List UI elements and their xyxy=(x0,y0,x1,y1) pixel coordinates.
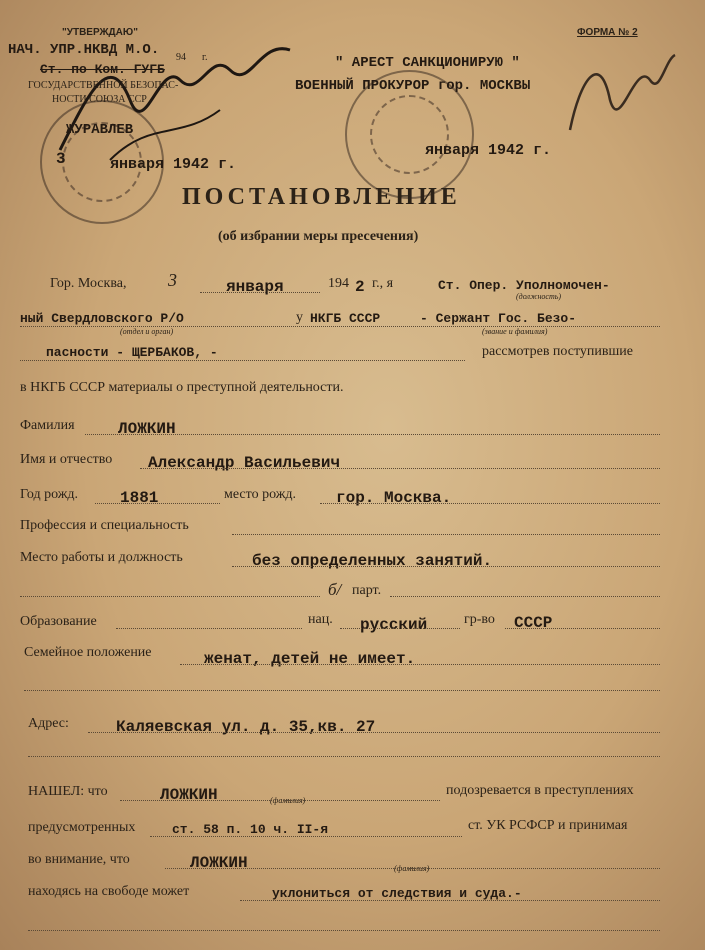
approval-day: 3 xyxy=(56,150,66,168)
form-number: ФОРМА № 2 xyxy=(577,27,638,38)
signature-right xyxy=(560,40,680,150)
birth-year-value: 1881 xyxy=(120,489,159,507)
found-surname: ЛОЖКИН xyxy=(160,786,218,804)
family-label: Семейное положение xyxy=(24,645,152,660)
citizenship-label: гр-во xyxy=(464,612,495,627)
officer-position-cont: ный Свердловского Р/О xyxy=(20,311,184,326)
approval-date: января 1942 г. xyxy=(110,156,237,173)
intro-year-prefix: 194 xyxy=(328,276,349,291)
approve-label: "УТВЕРЖДАЮ" xyxy=(62,27,138,38)
approver-g-mark: г. xyxy=(202,52,208,63)
address-label: Адрес: xyxy=(28,716,69,731)
officer-rank-cont: пасности - ЩЕРБАКОВ, - xyxy=(46,345,218,360)
provided-label: предусмотренных xyxy=(28,820,136,835)
officer-rank: - Сержант Гос. Безо- xyxy=(420,311,577,326)
materials-label: в НКГБ СССР материалы о преступной деятельности. xyxy=(20,380,344,395)
intro-g-ya: г., я xyxy=(372,276,394,291)
intro-year-suffix: 2 xyxy=(355,278,365,296)
surname-label: Фамилия xyxy=(20,418,75,433)
officer-position: Ст. Опер. Уполномочен- xyxy=(438,278,610,293)
approver-org-line2: НОСТИ СОЮЗА ССР xyxy=(52,94,147,105)
birth-year-label: Год рожд. xyxy=(20,487,79,502)
education-label: Образование xyxy=(20,614,97,629)
hint-dept: (отдел и орган) xyxy=(120,327,174,336)
nationality-value: русский xyxy=(360,616,428,634)
party-label: парт. xyxy=(352,583,382,598)
organ: НКГБ СССР xyxy=(310,311,381,326)
sanction-date: января 1942 г. xyxy=(425,142,552,159)
attention-label: во внимание, что xyxy=(28,852,130,867)
work-label: Место работы и должность xyxy=(20,550,183,565)
u-label: у xyxy=(296,310,303,325)
birth-place-value: гор. Москва. xyxy=(336,489,452,507)
found-label: НАШЕЛ: что xyxy=(28,784,108,799)
city-label: Гор. Москва, xyxy=(50,276,127,291)
surname-value: ЛОЖКИН xyxy=(118,420,176,438)
intro-month: января xyxy=(226,278,284,296)
address-value: Каляевская ул. д. 35,кв. 27 xyxy=(116,718,376,736)
seal-stamp-right-inner xyxy=(370,95,449,174)
approver-org-line1: ГОСУДАРСТВЕННОЙ БЕЗОПАС- xyxy=(28,80,179,91)
suspected-label: подозревается в преступлениях xyxy=(446,783,634,798)
reviewed-label: рассмотрев поступившие xyxy=(482,344,633,359)
name-value: Александр Васильевич xyxy=(148,454,341,472)
hint-surname-2: (фамилия) xyxy=(394,864,430,873)
hint-rank: (звание и фамилия) xyxy=(482,327,548,336)
profession-label: Профессия и специальность xyxy=(20,518,189,533)
hint-surname-1: (фамилия) xyxy=(270,796,306,805)
approver-position: НАЧ. УПР.НКВД М.О. xyxy=(8,42,160,58)
approver-rank: Ст. по Ком. ГУГБ xyxy=(40,62,165,77)
document-title: ПОСТАНОВЛЕНИЕ xyxy=(182,184,461,210)
evade-value: уклониться от следствия и суда.- xyxy=(272,886,522,901)
birth-place-label: место рожд. xyxy=(224,487,297,502)
party-value: б/ xyxy=(328,580,342,599)
free-label: находясь на свободе может xyxy=(28,884,190,899)
work-value: без определенных занятий. xyxy=(252,552,493,570)
code-label: ст. УК РСФСР и принимая xyxy=(468,818,628,833)
citizenship-value: СССР xyxy=(514,614,553,632)
approver-year-mark: 94 xyxy=(176,52,186,63)
approver-name: ЖУРАВЛЕВ xyxy=(66,122,134,138)
attention-surname: ЛОЖКИН xyxy=(190,854,248,872)
articles-value: ст. 58 п. 10 ч. II-я xyxy=(172,822,329,837)
sanction-label: " АРЕСТ САНКЦИОНИРУЮ " xyxy=(335,55,520,71)
name-label: Имя и отчество xyxy=(20,452,113,467)
family-value: женат, детей не имеет. xyxy=(204,650,416,668)
intro-day: 3 xyxy=(168,270,177,290)
document-subtitle: (об избрании меры пресечения) xyxy=(218,229,419,244)
prosecutor-label: ВОЕННЫЙ ПРОКУРОР гор. МОСКВЫ xyxy=(295,78,531,94)
nationality-label: нац. xyxy=(308,612,333,627)
hint-position: (должность) xyxy=(516,292,562,301)
